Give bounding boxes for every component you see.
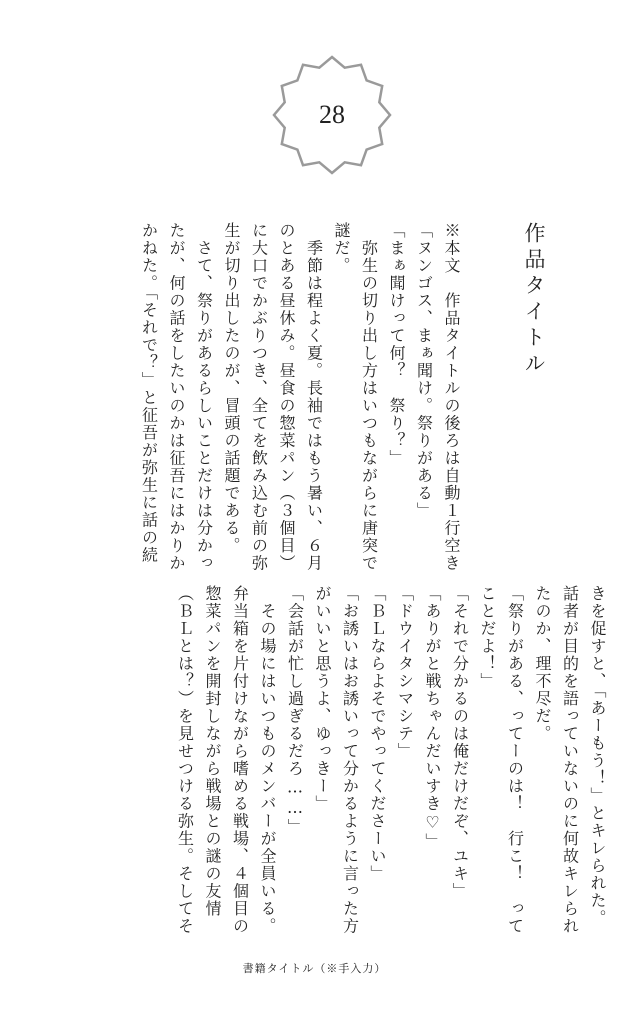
text-line: 謎だ。 (332, 222, 351, 275)
text-line: 「それで分かるのは俺だけだぞ、ユキ」 (450, 585, 470, 900)
text-line: 「祭りがある、ってーのは！ 行こ！ って (505, 585, 525, 935)
chapter-title: 作品タイトル (522, 222, 546, 378)
text-line: かねた。「それで？」と征吾が弥生に話の続 (139, 222, 159, 564)
upper-text-block (135, 222, 465, 572)
text-line: 生が切り出したのが、冒頭の話題である。 (222, 222, 241, 555)
text-line: 「会話が忙し過ぎるだろ……」 (285, 585, 305, 836)
book-title-footer: 書籍タイトル（※手入力） (242, 962, 387, 975)
text-line: 「ドウイタシマシテ」 (395, 585, 415, 760)
text-line: 「お誘いはお誘いって分かるように言った方 (340, 585, 360, 935)
page-number: 28 (319, 100, 345, 129)
text-line: 「ありがと戦ちゃんだいすき♡」 (423, 585, 442, 851)
text-line: さて、祭りがあるらしいことだけは分かっ (194, 222, 214, 572)
text-line: （ＢＬとは？）を見せつける弥生。そしてそ (175, 585, 195, 935)
text-line: 「ＢＬならよそでやってくださーい」 (368, 585, 387, 883)
text-line: 「ヌンゴス、まぁ聞け。祭りがある」 (414, 222, 434, 520)
text-line: その場にはいつものメンバーが全員いる。 (258, 585, 277, 935)
text-line: 話者が目的を語っていないのに何故キレられ (560, 585, 580, 935)
text-line: 弁当箱を片付けながら嗜める戦場、４個目の (230, 585, 250, 935)
text-line: ※本文 作品タイトルの後ろは自動１行空き (442, 222, 461, 572)
text-line: のとある昼休み。昼食の惣菜パン（３個目） (277, 222, 296, 572)
text-line: たのか、理不尽だ。 (533, 585, 552, 743)
lower-text-block (171, 585, 611, 935)
text-line: 季節は程よく夏。長袖ではもう暑い、６月 (304, 222, 324, 572)
text-line: 「まぁ聞けって何？ 祭り？」 (387, 222, 406, 467)
page-number-badge (264, 55, 400, 175)
text-line: たが、何の話をしたいのかは征吾にはかりか (167, 222, 186, 572)
text-line: ことだよ！」 (478, 585, 497, 690)
text-line: 惣菜パンを開封しながら戦場との謎の友情 (203, 585, 222, 918)
text-line: がいいと思うよ、ゆっきー」 (313, 585, 332, 813)
text-line: きを促すと、「あーもう！」とキレられた。 (588, 585, 607, 927)
text-line: に大口でかぶりつき、全てを飲み込む前の弥 (249, 222, 269, 572)
text-line: 弥生の切り出し方はいつもながらに唐突で (359, 222, 379, 572)
